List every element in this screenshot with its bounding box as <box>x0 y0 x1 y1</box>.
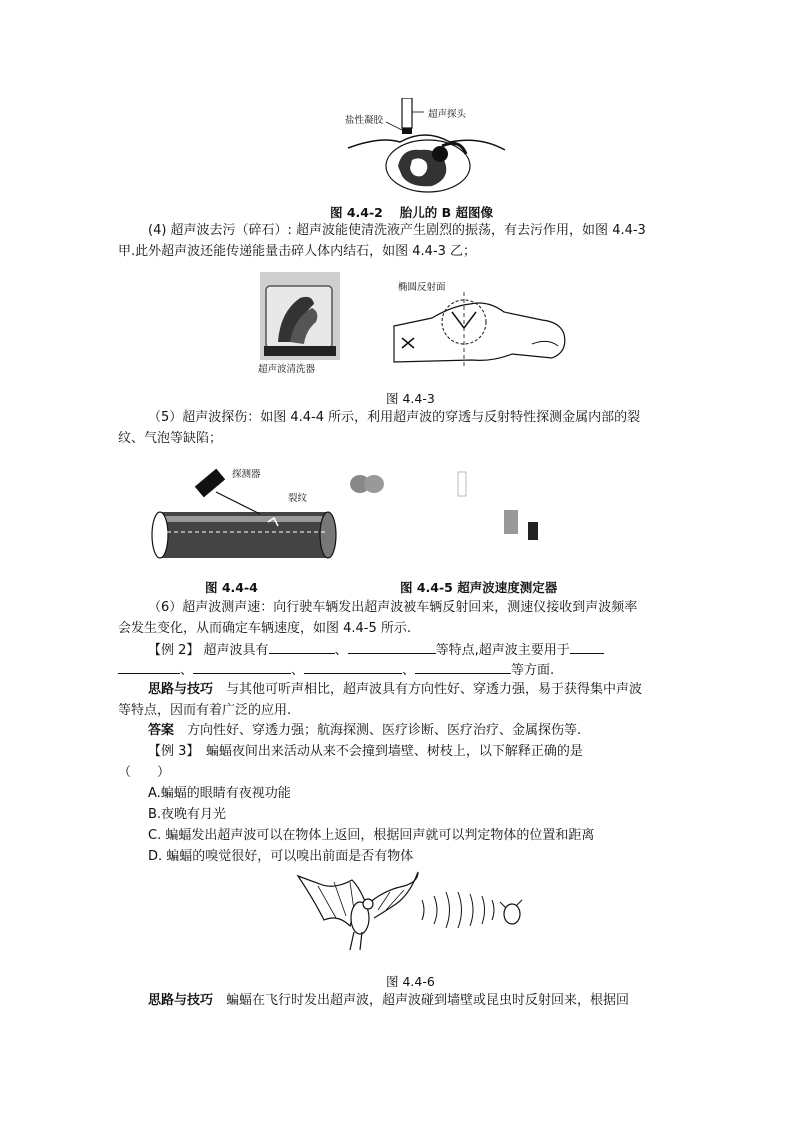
answer-blank-7[interactable] <box>415 659 511 674</box>
tips-label: 思路与技巧 <box>148 993 214 1008</box>
ultrasonic-cleaner-photo <box>260 272 340 360</box>
caption-fig-4-4-4: 图 4.4-4 <box>205 580 258 595</box>
bat-echolocation-figure <box>294 870 526 962</box>
example3-question: 【例 3】 蝙蝠夜间出来活动从来不会撞到墙壁、树枝上，以下解释正确的是 <box>148 744 583 759</box>
option-b[interactable]: B.夜晚有月光 <box>148 807 227 822</box>
caption-fig-4-4-2: 图 4.4-2 胎儿的 B 超图像 <box>330 205 493 220</box>
answer-blank-4[interactable] <box>118 659 180 674</box>
label-ultrasound-probe: 超声探头 <box>428 109 467 120</box>
answer-label: 答案 <box>148 723 175 738</box>
example2-answer: 答案 方向性好、穿透力强；航海探测、医疗诊断、医疗治疗、金属探伤等. <box>148 723 582 738</box>
para6-line2: 会发生变化，从而确定车辆速度，如图 4.4-5 所示. <box>118 621 412 636</box>
para6-line1: （6）超声波测声速：向行驶车辆发出超声波被车辆反射回来，测速仪接收到声波频率 <box>148 600 638 615</box>
answer-blank-3[interactable] <box>570 639 604 654</box>
example2-question: 【例 2】 超声波具有 、 等特点,超声波主要用于 <box>148 639 678 661</box>
example3-paren: （ ） <box>118 765 171 780</box>
answer-blank-5[interactable] <box>193 659 291 674</box>
tips-label: 思路与技巧 <box>148 682 214 697</box>
example2-tag: 【例 2】 <box>148 643 200 658</box>
option-d[interactable]: D. 蝙蝠的嗅觉很好，可以嗅出前面是否有物体 <box>148 849 414 864</box>
label-elliptical-reflector: 椭圆反射面 <box>398 282 446 293</box>
caption-fig-4-4-5: 图 4.4-5 超声波速度测定器 <box>400 580 558 595</box>
example3-tips: 思路与技巧 蝙蝠在飞行时发出超声波，超声波碰到墙壁或昆虫时反射回来，根据回 <box>148 993 630 1008</box>
option-c[interactable]: C. 蝙蝠发出超声波可以在物体上返回，根据回声就可以判定物体的位置和距离 <box>148 828 595 843</box>
example2-text-a: 超声波具有 <box>203 643 269 658</box>
example3-tag: 【例 3】 <box>148 744 193 759</box>
caption-fig-4-4-3: 图 4.4-3 <box>386 391 435 406</box>
para4-line2: 甲.此外超声波还能传递能量击碎人体内结石，如图 4.4-3 乙； <box>118 244 477 259</box>
example2-tips-line2: 等特点，因而有着广泛的应用. <box>118 703 292 718</box>
label-ultrasonic-cleaner: 超声波清洗器 <box>258 364 316 375</box>
example2-text-b: 等特点,超声波主要用于 <box>435 643 570 658</box>
label-detector: 探测器 <box>232 469 261 480</box>
para4-line1: (4) 超声波去污（碎石）: 超声波能使清洗液产生剧烈的振荡，有去污作用，如图 4.4-3 <box>148 223 646 238</box>
option-a[interactable]: A.蝙蝠的眼睛有夜视功能 <box>148 786 291 801</box>
answer-blank-2[interactable] <box>348 639 436 654</box>
para5-line1: （5）超声波探伤：如图 4.4-4 所示，利用超声波的穿透与反射特性探测金属内部的裂 <box>148 410 641 425</box>
label-saline-gel: 盐性凝胶 <box>345 115 384 126</box>
answer-blank-6[interactable] <box>304 659 402 674</box>
answer-blank-1[interactable] <box>269 639 335 654</box>
caption-fig-4-4-6: 图 4.4-6 <box>386 974 435 989</box>
para5-line2: 纹、气泡等缺陷； <box>118 431 223 446</box>
label-crack: 裂纹 <box>288 493 308 504</box>
speed-measuring-figure <box>348 470 568 560</box>
example2-question-line2: 、 、 、 等方面. <box>118 659 678 681</box>
example2-tips-line1: 思路与技巧 与其他可听声相比，超声波具有方向性好、穿透力强，易于获得集中声波 <box>148 682 643 697</box>
lithotripsy-figure <box>392 282 572 372</box>
